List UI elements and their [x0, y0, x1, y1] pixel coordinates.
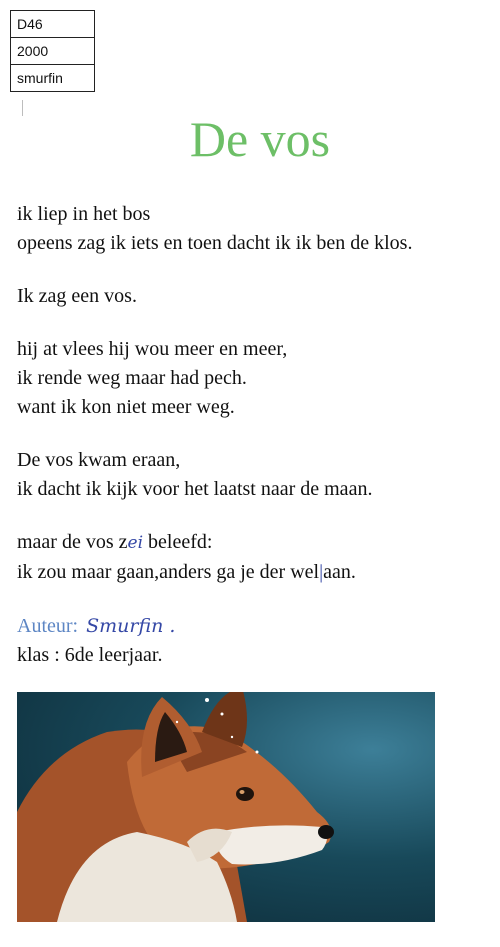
poem-line	[17, 528, 497, 558]
poem-line: De vos kwam eraan,	[17, 449, 181, 471]
author-label: Auteur:	[17, 615, 79, 637]
meta-year: 2000	[11, 38, 95, 65]
author-line	[17, 612, 175, 641]
poem-line: want ik kon niet meer weg.	[17, 396, 235, 418]
poem-body	[17, 200, 497, 587]
author-signature: Smurfin .	[86, 615, 176, 637]
poem-line: Ik zag een vos.	[17, 285, 137, 307]
poem-line	[17, 558, 497, 587]
author-block	[17, 612, 175, 670]
line-text: maar de vos z	[17, 531, 128, 553]
handwritten-correction: ei	[127, 533, 144, 553]
poem-line: ik dacht ik kijk voor het laatst naar de maan.	[17, 478, 373, 500]
fox-photo	[17, 692, 435, 922]
meta-name: smurfin	[11, 65, 95, 92]
line-text: aan.	[323, 561, 356, 583]
handwritten-caret: |	[319, 561, 324, 583]
fox-illustration	[17, 692, 435, 922]
meta-code: D46	[11, 11, 95, 38]
poem-title: De vos	[189, 111, 331, 167]
line-text: beleefd:	[143, 531, 213, 553]
poem-line: ik liep in het bos	[17, 203, 151, 225]
poem-line: opeens zag ik iets en toen dacht ik ik ben de klos.	[17, 232, 413, 254]
line-text: ik zou maar gaan,anders ga je der wel	[17, 561, 320, 583]
meta-table	[10, 10, 95, 92]
poem-line: hij at vlees hij wou meer en meer,	[17, 338, 288, 360]
poem-line: ik rende weg maar had pech.	[17, 367, 247, 389]
class-line: klas : 6de leerjaar.	[17, 644, 163, 666]
